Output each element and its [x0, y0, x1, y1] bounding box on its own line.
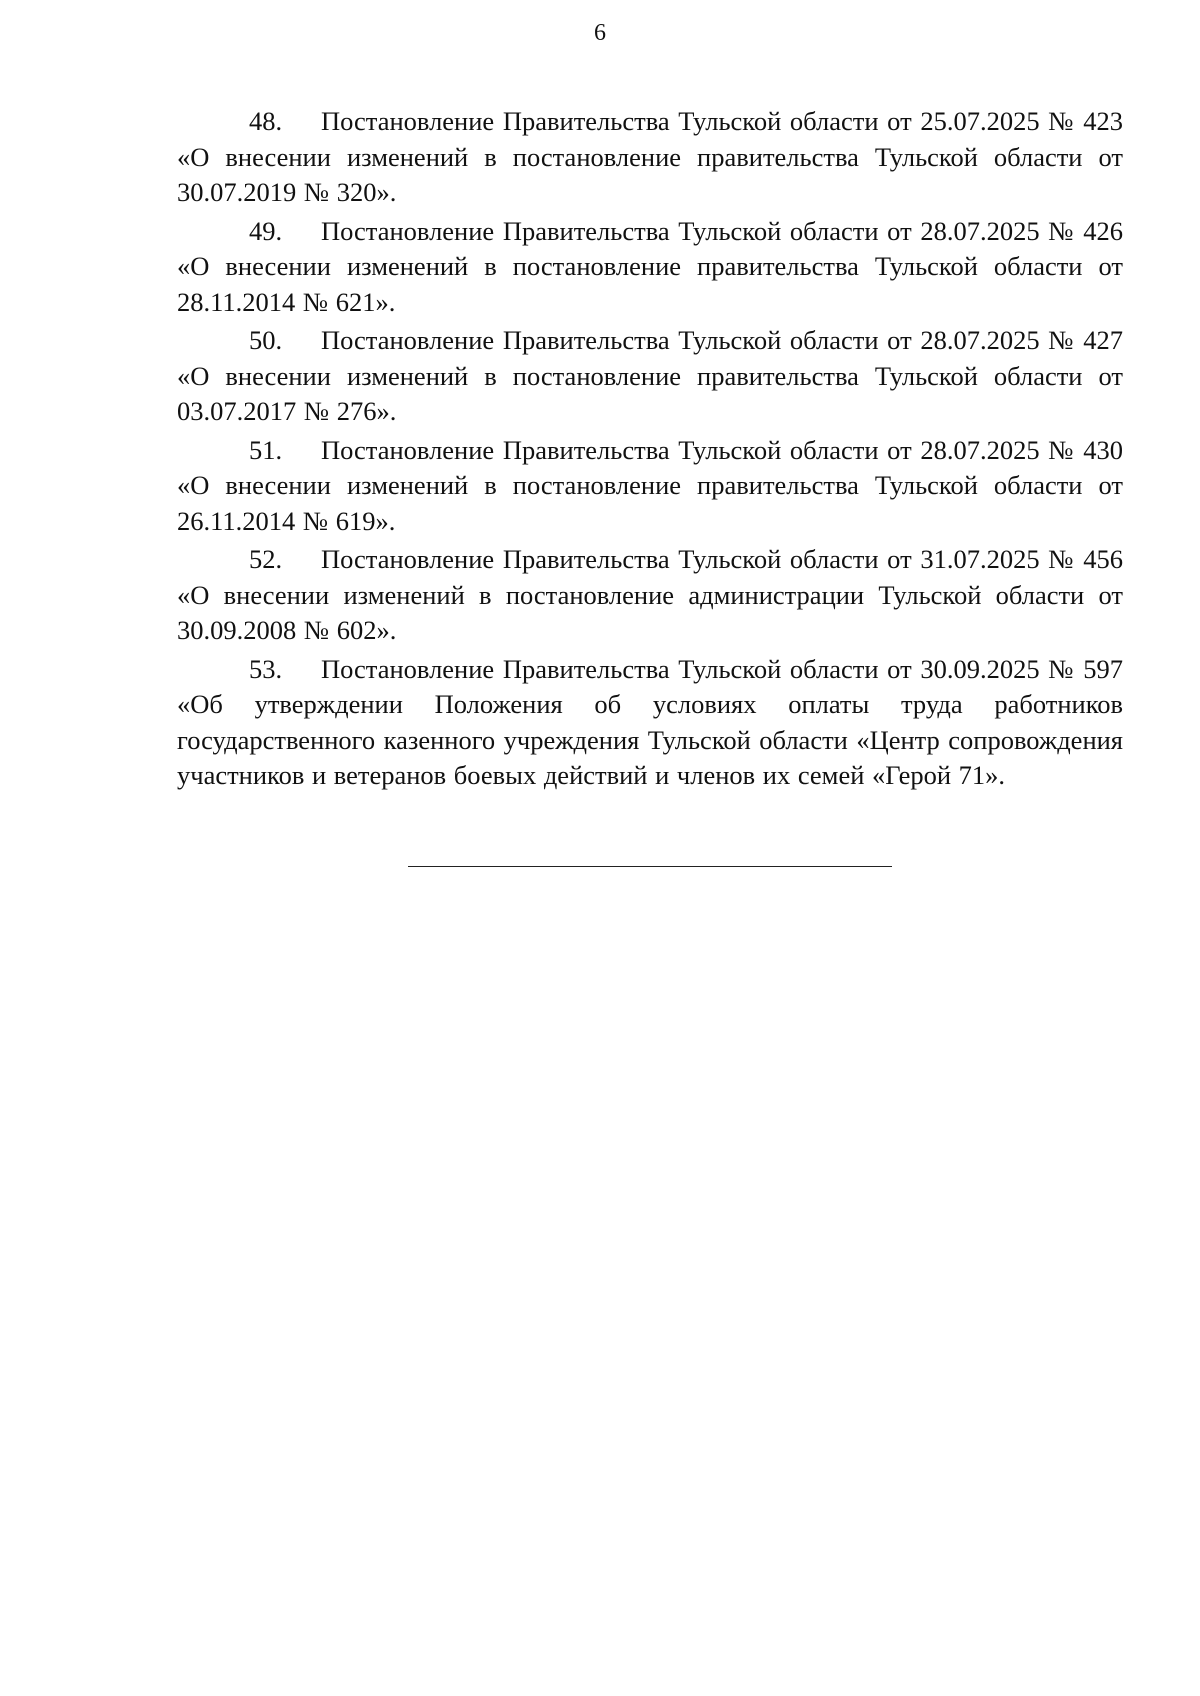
list-item-number: 50. — [249, 325, 283, 355]
list-item — [177, 214, 1123, 321]
page-number: 6 — [594, 20, 606, 46]
list-item-number: 53. — [249, 653, 283, 684]
list-item-number: 52. — [249, 544, 283, 574]
list-item-text: Постановление Правительства Тульской области от 28.07.2025 № 430 «О внесении изменений в постановление правительства Тульской области от 26.11.2014 № 619». — [177, 434, 1123, 536]
list-item-number: 51. — [249, 434, 283, 465]
list-item-text: Постановление Правительства Тульской области от 28.07.2025 № 427 «О внесении изменений в постановление правительства Тульской области от 03.07.2017 № 276». — [177, 325, 1123, 426]
list-item-text: Постановление Правительства Тульской области от 25.07.2025 № 423 «О внесении изменений в постановление правительства Тульской области от 30.07.2019 № 320». — [177, 106, 1123, 207]
list-item — [177, 542, 1123, 649]
separator-line — [408, 866, 892, 867]
list-item-number: 48. — [249, 106, 283, 136]
document-body — [177, 104, 1123, 797]
list-item — [177, 104, 1123, 211]
list-item-number: 49. — [249, 215, 283, 246]
list-item-text: Постановление Правительства Тульской области от 28.07.2025 № 426 «О внесении изменений в постановление правительства Тульской области от 28.11.2014 № 621». — [177, 215, 1123, 317]
list-item — [177, 652, 1123, 794]
list-item — [177, 433, 1123, 540]
list-item-text: Постановление Правительства Тульской области от 30.09.2025 № 597 «Об утверждении Положения об условиях оплаты труда работников государственного казенного учреждения Тульской области «Центр сопровождения участников и ветеранов боевых действий и членов их семей «Герой 71». — [177, 653, 1123, 790]
list-item-text: Постановление Правительства Тульской области от 31.07.2025 № 456 «О внесении изменений в постановление администрации Тульской области от 30.09.2008 № 602». — [177, 544, 1123, 645]
list-item — [177, 323, 1123, 430]
